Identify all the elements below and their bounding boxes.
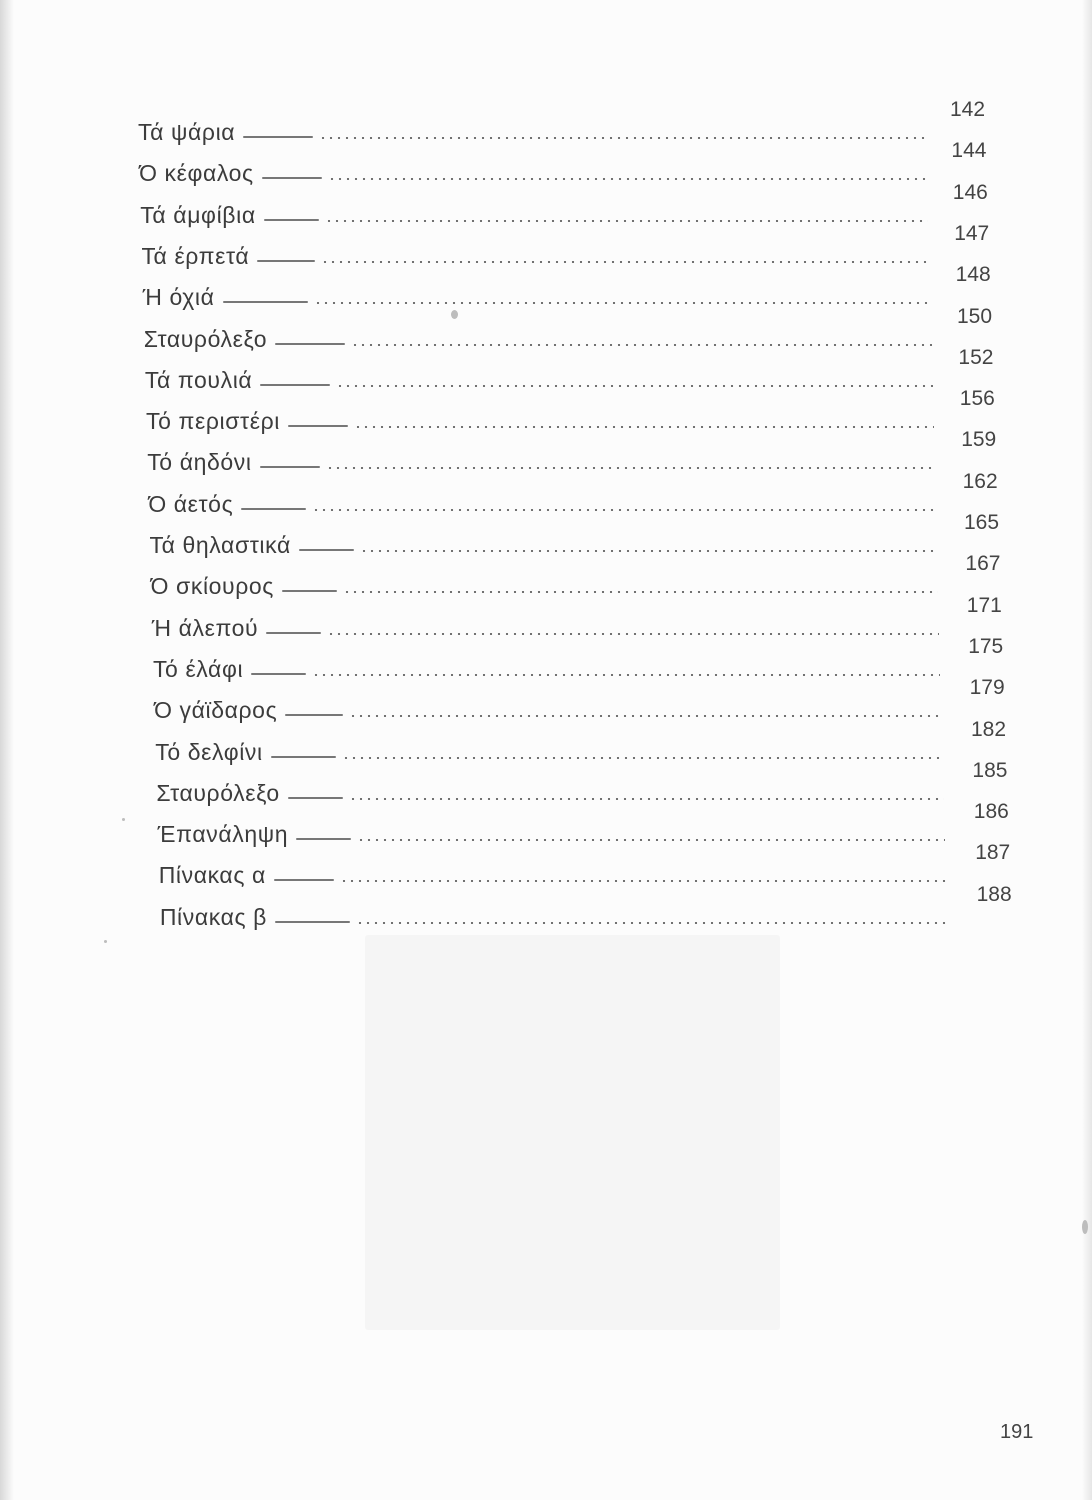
toc-entry-title: Σταυρόλεξο <box>156 779 280 806</box>
dot-leader <box>354 426 934 428</box>
toc-entry-page-number: 188 <box>976 882 1012 906</box>
handwritten-dash-mark <box>288 797 343 799</box>
toc-entry-page-number: 167 <box>965 552 1001 576</box>
handwritten-dash-mark <box>275 921 350 923</box>
toc-entry <box>150 525 942 559</box>
dot-leader <box>349 715 941 717</box>
toc-entry <box>145 360 937 394</box>
handwritten-dash-mark <box>223 301 308 303</box>
toc-entry-title: Ή όχιά <box>142 284 215 311</box>
toc-entry <box>155 732 946 766</box>
toc-entry <box>139 153 931 187</box>
dot-leader <box>336 385 932 387</box>
handwritten-dash-mark <box>271 756 336 758</box>
handwritten-dash-mark <box>299 549 354 551</box>
toc-entry <box>153 649 944 683</box>
toc-entry <box>143 277 935 311</box>
toc-entry-title: Τό έλάφι <box>152 655 244 682</box>
toc-entry-title: Τά έρπετά <box>141 242 250 269</box>
toc-entry-title: Τά θηλαστικά <box>149 532 291 558</box>
toc-entry-page-number: 146 <box>952 180 988 204</box>
toc-entry <box>160 897 951 931</box>
toc-entry <box>141 236 933 270</box>
toc-entry <box>151 566 942 600</box>
dot-leader <box>328 178 927 180</box>
handwritten-dash-mark <box>241 508 306 510</box>
dot-leader <box>321 261 929 263</box>
page-number: 191 <box>1000 1421 1034 1443</box>
dot-leader <box>327 633 939 635</box>
handwritten-dash-mark <box>266 632 321 634</box>
handwritten-dash-mark <box>260 466 320 468</box>
handwritten-dash-mark <box>257 260 315 262</box>
toc-entry-page-number: 142 <box>950 98 986 121</box>
toc-entry-title: Ό σκίουρος <box>150 573 274 600</box>
dot-leader <box>312 509 936 511</box>
toc-entry-title: Ό άετός <box>148 490 234 517</box>
dot-leader <box>351 344 931 346</box>
dot-leader <box>340 880 946 882</box>
toc-entry <box>138 112 930 146</box>
toc-entry <box>156 773 947 807</box>
toc-entry-page-number: 162 <box>962 469 998 493</box>
toc-entry-page-number: 150 <box>957 304 993 328</box>
toc-entry-page-number: 186 <box>973 800 1009 824</box>
toc-entry <box>158 814 949 848</box>
dot-leader <box>312 674 940 676</box>
dot-leader <box>314 302 931 304</box>
toc-entry <box>147 442 939 476</box>
toc-entry-title: Τό δελφίνι <box>155 738 263 765</box>
handwritten-dash-mark <box>243 136 313 138</box>
handwritten-dash-mark <box>282 590 337 592</box>
handwritten-dash-mark <box>285 714 343 716</box>
dot-leader <box>356 922 947 924</box>
toc-entry <box>146 401 938 435</box>
toc-entry-title: Έπανάληψη <box>157 821 289 848</box>
dot-leader <box>325 220 928 222</box>
dot-leader <box>343 591 938 593</box>
toc-entry <box>152 608 943 642</box>
dot-leader <box>360 550 937 552</box>
toc-entry-title: Τά ψάρια <box>138 119 236 145</box>
toc-entry-page-number: 175 <box>968 634 1004 658</box>
toc-entry-title: Σταυρόλεξο <box>143 325 268 352</box>
dot-leader <box>342 757 943 759</box>
toc-entry-page-number: 144 <box>951 139 987 163</box>
dot-leader <box>349 798 944 800</box>
toc-entry <box>154 690 945 724</box>
toc-entry-page-number: 185 <box>972 758 1008 782</box>
handwritten-dash-mark <box>264 219 319 221</box>
toc-entry <box>159 855 950 889</box>
toc-entry <box>148 484 940 518</box>
toc-entry-page-number: 171 <box>966 593 1002 617</box>
dot-leader <box>357 839 945 841</box>
dot-leader <box>319 137 926 139</box>
toc-entry-page-number: 165 <box>964 511 1000 534</box>
toc-entry <box>144 319 936 353</box>
handwritten-dash-mark <box>262 177 322 179</box>
toc-entry-title: Πίνακας α <box>158 862 266 889</box>
handwritten-dash-mark <box>275 343 345 345</box>
handwritten-dash-mark <box>274 879 334 881</box>
toc-entry-title: Τά άμφίβια <box>140 201 256 228</box>
toc-entry-page-number: 182 <box>971 717 1007 741</box>
toc-entry-page-number: 148 <box>955 263 991 287</box>
toc-entry-page-number: 156 <box>959 387 995 411</box>
toc-entry-title: Τό περιστέρι <box>146 408 280 435</box>
toc-entry-page-number: 187 <box>975 841 1011 865</box>
toc-entry-title: Ό κέφαλος <box>139 160 254 187</box>
toc-entry-title: Ό γάϊδαρος <box>154 697 278 724</box>
dot-leader <box>326 467 935 469</box>
handwritten-dash-mark <box>251 673 306 675</box>
handwritten-dash-mark <box>260 384 330 386</box>
toc-entry-title: Τό άηδόνι <box>147 449 252 476</box>
handwritten-dash-mark <box>288 425 348 427</box>
handwritten-dash-mark <box>296 838 351 840</box>
toc-entry-page-number: 159 <box>961 428 997 452</box>
toc-entry-page-number: 179 <box>969 676 1005 700</box>
toc-entry-page-number: 152 <box>958 345 994 369</box>
toc-entry-title: Πίνακας β <box>159 903 267 930</box>
toc-entry-title: Ή άλεπού <box>151 614 259 641</box>
toc-entry-title: Τά πουλιά <box>144 366 253 393</box>
toc-entry <box>140 195 932 229</box>
toc-entry-page-number: 147 <box>954 221 990 245</box>
